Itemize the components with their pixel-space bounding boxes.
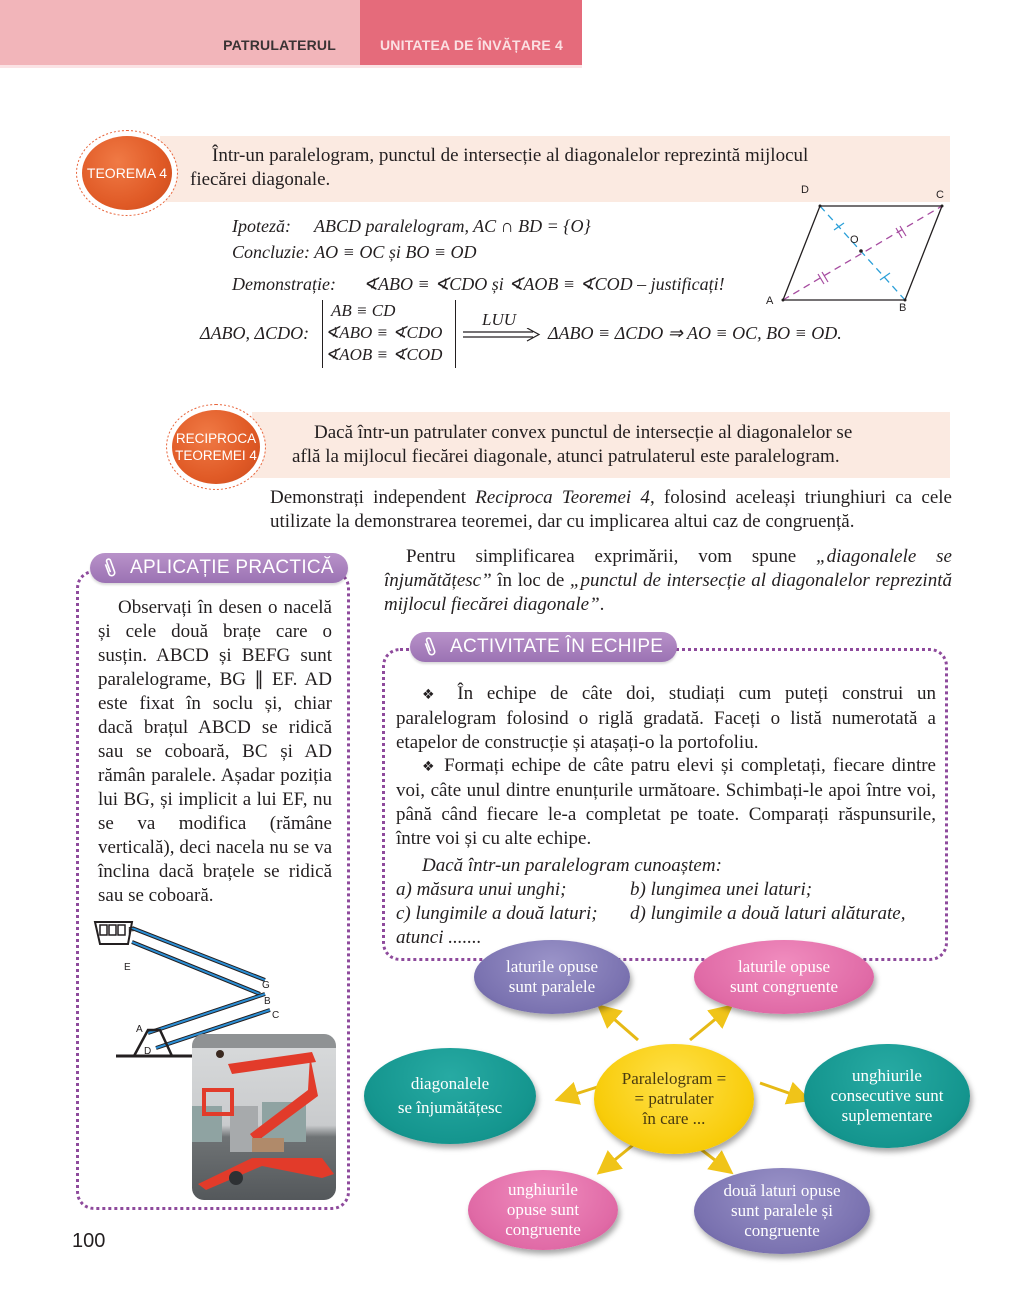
system-line-2: ∢ABO ≡ ∢CDO (325, 323, 443, 342)
reciprocal-statement-line1: Dacă într-un patrulater convex punctul de intersecție al diagonalelor se (314, 422, 853, 443)
triangles-label: ΔABO, ΔCDO: (200, 323, 310, 343)
hypothesis-label: Ipoteză: (232, 216, 291, 236)
theorem-statement (190, 144, 914, 168)
diagonal-bd (820, 206, 905, 300)
unit-title: UNITATEA DE ÎNVĂȚARE 4 (380, 37, 564, 53)
arrow-top-left (606, 1012, 638, 1040)
reciprocal-badge-line1: RECIPROCA (175, 431, 257, 446)
lift-label-g: G (262, 980, 270, 991)
option-b: b) lungimea unei laturi; (630, 879, 813, 900)
bullet-diamond-icon: ❖ (422, 759, 437, 775)
conclusion (232, 242, 476, 263)
system-line-1: AB ≡ CD (331, 301, 396, 320)
practical-application-text: Observați în desen o nacelă și cele două brațe care o susțin. ABCD și BEFG sunt paralelograme, BG ∥ EF. AD este fixat în soclu și, chiar dacă brațul ABCD se ridică sau se coboară, BC și AD rămân paralele. Așadar poziția lui BG, și implicit a lui EF, nu se va modifica (rămâne verticală), deci nacela nu se va înclina dacă brațele se ridică sau se coboară. (98, 597, 332, 906)
conclusion-text: AO ≡ OC și BO ≡ OD (314, 242, 477, 262)
hypothesis-text: ABCD paralelogram, AC ∩ BD = {O} (313, 216, 591, 236)
point-o (859, 249, 863, 253)
reciprocal-task: Demonstrați independent Reciproca Teoremei 4, folosind aceleași triunghiuri ca cele utilizate la demonstrarea teoremei, dar cu implicarea altui caz de congruență. (270, 487, 952, 532)
team-activity-item-2: ❖ Formați echipe de câte patru elevi și completați, fiecare dintre voi, câte unul dintre enunțurile următoare. Schimbați-le apoi între voi, până când fiecare le-a completat pe toate. Comparați răspunsurile, între voi și cu alte echipe. (396, 755, 936, 849)
upper-arm (132, 928, 265, 994)
theorem-badge (82, 136, 172, 210)
aerial-lift-photo-illustration (192, 1034, 336, 1200)
label-a: A (766, 295, 774, 307)
team-activity-item-1: ❖ În echipe de câte doi, studiați cum puteți construi un paralelogram folosind o riglă gradată. Faceți o listă numerotată a etapelor de construcție și atașați-o la portofoliu. (396, 683, 937, 753)
header-chapter-band (0, 0, 360, 65)
label-o: O (850, 234, 859, 246)
reciprocal-task-italic: Reciproca Teoremei 4 (475, 487, 650, 508)
proof (232, 274, 725, 295)
reciprocal-statement-line2: află la mijlocul fiecărei diagonale, atunci patrulaterul este paralelogram. (292, 446, 840, 467)
mindmap-node-bottom-right: două laturi opuse sunt paralele și congruente (694, 1168, 870, 1254)
label-b: B (899, 302, 907, 313)
arrow-top-right (690, 1012, 724, 1040)
proof-text: ∢ABO ≡ ∢CDO și ∢AOB ≡ ∢COD – justificați! (362, 274, 725, 294)
header-divider (0, 65, 582, 68)
team-activity-tail: atunci ....... (396, 927, 482, 948)
practical-application-heading (90, 553, 348, 583)
mindmap-node-left: diagonalele se înjumătățesc (364, 1048, 536, 1144)
theorem-statement-line2: fiecărei diagonale. (190, 169, 331, 190)
reciprocal-badge (172, 410, 260, 484)
hypothesis (232, 216, 591, 237)
team-activity-heading (410, 632, 677, 662)
lift-label-d: D (144, 1046, 152, 1057)
implies-arrow-icon (463, 328, 541, 342)
label-c: C (936, 189, 944, 201)
paperclip-icon (420, 636, 440, 658)
team-activity-prompt: Dacă într-un paralelogram cunoaștem: (422, 855, 722, 876)
practical-application-title: APLICAȚIE PRACTICĂ (130, 557, 334, 578)
team-activity-title: ACTIVITATE ÎN ECHIPE (450, 636, 664, 657)
lift-label-a: A (136, 1024, 143, 1035)
conclusion-label: Concluzie: (232, 242, 310, 262)
parallelogram-figure (760, 178, 960, 313)
paperclip-icon (100, 557, 120, 579)
bullet-diamond-icon: ❖ (422, 687, 444, 703)
criterion-label: LUU (482, 310, 517, 329)
mindmap-node-top-left: laturile opuse sunt paralele (474, 940, 630, 1014)
lift-label-b: B (264, 996, 271, 1007)
label-d: D (801, 184, 809, 196)
proof-label: Demonstrație: (232, 274, 336, 294)
lift-label-f: F (128, 926, 135, 937)
arrow-right (760, 1083, 800, 1097)
option-d: d) lungimile a două laturi alăturate, (630, 903, 906, 924)
theorem-statement-line1: Într-un paralelogram, punctul de intersecție al diagonalelor reprezintă mijlocul (212, 145, 809, 166)
mindmap-node-top-right: laturile opuse sunt congruente (694, 940, 874, 1014)
tick-marks-ac (818, 226, 906, 284)
mindmap-node-bottom-left: unghiurile opuse sunt congruente (468, 1170, 618, 1250)
option-a: a) măsura unui unghi; (396, 879, 567, 900)
proof-result: ΔABO ≡ ΔCDO ⇒ AO ≡ OC, BO ≡ OD. (548, 323, 842, 343)
mindmap-center-node: Paralelogram = = patrulater în care ... (594, 1044, 754, 1154)
mindmap-node-right: unghiurile consecutive sunt suplementare (804, 1044, 970, 1148)
simplification-note: Pentru simplificarea exprimării, vom spune „diagonalele se înjumătățesc” în loc de „punctul de intersecție al diagonalelor reprezintă mijlocul fiecărei diagonale”. (384, 546, 952, 615)
aerial-lift-photo (192, 1034, 336, 1200)
option-c: c) lungimile a două laturi; (396, 903, 598, 924)
chapter-title: PATRULATERUL (223, 37, 336, 53)
header-unit-band (360, 0, 582, 65)
theorem-badge-label: TEOREMA 4 (86, 164, 168, 181)
lift-label-c: C (272, 1010, 280, 1021)
congruence-system (322, 300, 456, 368)
reciprocal-badge-line2: TEOREMEI 4 (175, 448, 257, 463)
system-line-3: ∢AOB ≡ ∢COD (325, 345, 443, 364)
page-number: 100 (72, 1230, 106, 1252)
lift-label-e: E (124, 962, 131, 973)
